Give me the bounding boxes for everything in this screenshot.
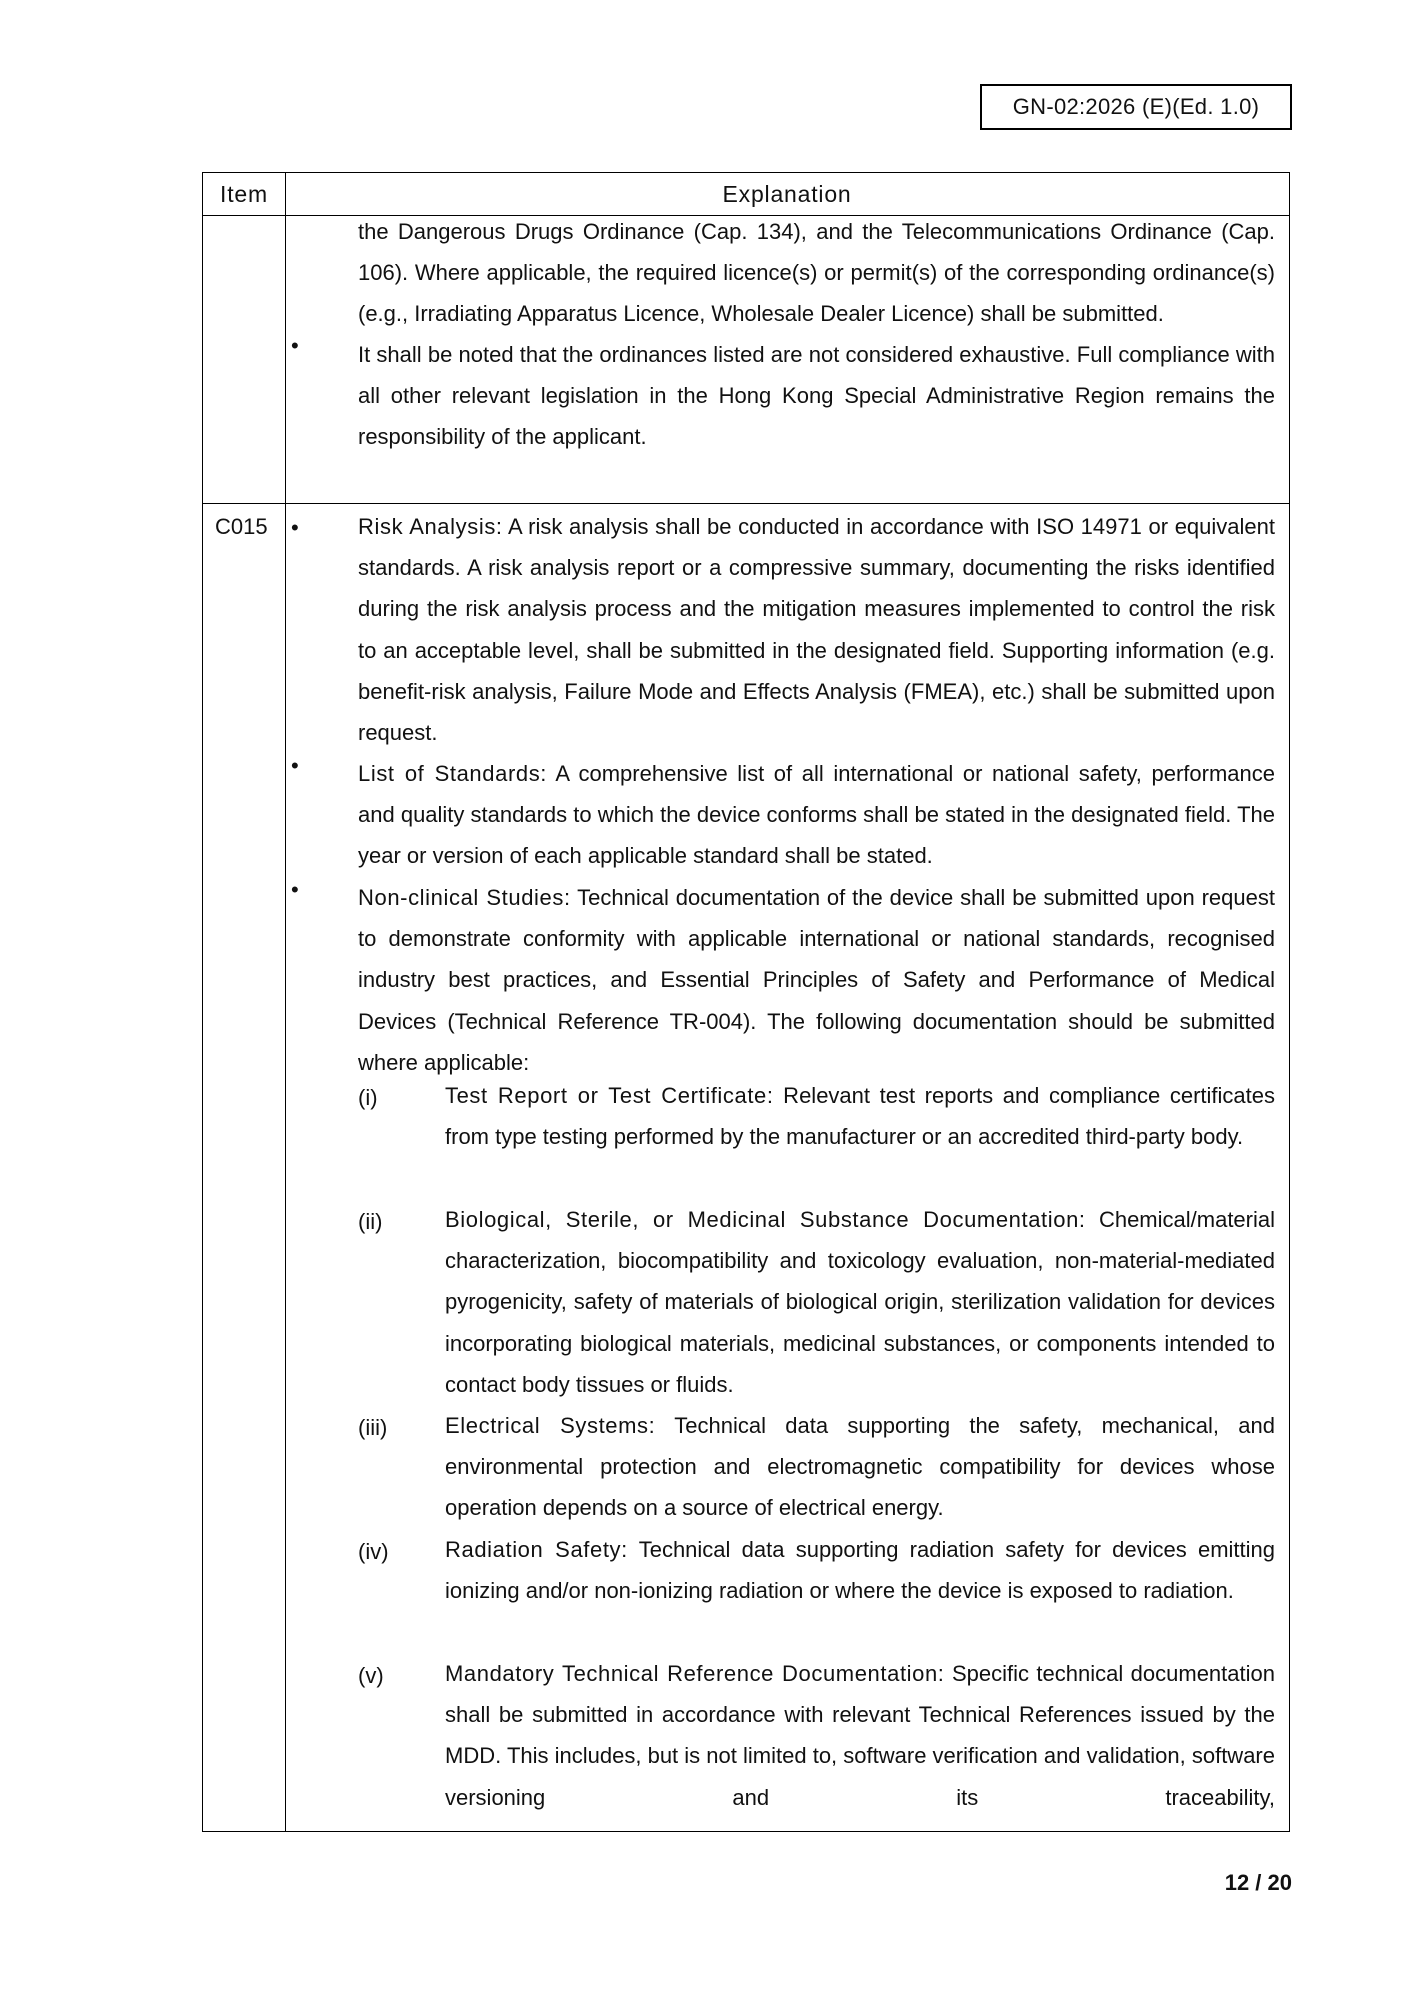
sub-item-number: (iii): [358, 1415, 388, 1440]
document-reference: GN-02:2026 (E)(Ed. 1.0): [980, 84, 1292, 130]
column-divider: [285, 173, 286, 1831]
sub-item-text: Chemical/material characterization, biocompatibility and toxicology evaluation, non-material-mediated pyrogenicity, safety of materials of biological origin, sterilization validation for devices incorporating biological materials, medicinal substances, or components intended to contact body tissues or fluids.: [445, 1207, 1276, 1397]
sub-item-number: (ii): [358, 1209, 383, 1234]
note-paragraph: It shall be noted that the ordinances listed are not considered exhaustive. Full compliance with all other relevant legislation in the Hong Kong Special Administrative Region remains the responsibility of the applicant.: [358, 342, 1275, 450]
bullet-marker: •: [291, 753, 299, 778]
risk-analysis-text: A risk analysis shall be conducted in accordance with ISO 14971 or equivalent standards. A risk analysis report or a compressive summary, documenting the risks identified during the risk analysis process and the mitigation measures implemented to control the risk to an acceptable level, shall be submitted in the designated field. Supporting information (e.g. benefit-risk analysis, Failure Mode and Effects Analysis (FMEA), etc.) shall be submitted upon request.: [358, 514, 1275, 746]
page-number: 12 / 20: [1224, 1870, 1292, 1895]
non-clinical-studies-text: Technical documentation of the device shall be submitted upon request to demonstrate conformity with applicable international or national standards, recognised industry best practices, and Essential Principles of Safety and Performance of Medical Devices (Technical Reference TR-004). The following documentation should be submitted where applicable:: [358, 885, 1275, 1075]
sub-item-number: (v): [358, 1663, 384, 1688]
sub-item-heading: Mandatory Technical Reference Documentation:: [445, 1661, 945, 1686]
list-of-standards-heading: List of Standards:: [358, 761, 548, 786]
risk-analysis-heading: Risk Analysis:: [358, 514, 503, 539]
sub-item-text: Technical data supporting radiation safety for devices emitting ionizing and/or non-ionizing radiation or where the device is exposed to radiation.: [445, 1537, 1275, 1604]
item-code: C015: [215, 514, 268, 539]
sub-item-heading: Electrical Systems:: [445, 1413, 656, 1438]
sub-item-heading: Biological, Sterile, or Medicinal Substance Documentation:: [445, 1207, 1086, 1232]
list-of-standards-text: A comprehensive list of all international or national safety, performance and quality standards to which the device conforms shall be stated in the designated field. The year or version of each applicable standard shall be stated.: [358, 761, 1275, 869]
sub-item-technical-reference: [445, 1653, 1275, 1818]
sub-item-number: (i): [358, 1085, 378, 1110]
sub-item-text: Specific technical documentation shall be submitted in accordance with relevant Technical References issued by the MDD. This includes, but is not limited to, software verification and validation, software versioning and its traceability,: [445, 1661, 1275, 1810]
row-divider: [203, 503, 1289, 504]
sub-item-heading: Radiation Safety:: [445, 1537, 628, 1562]
sub-item-number: (iv): [358, 1539, 389, 1564]
sub-item-text: Technical data supporting the safety, mechanical, and environmental protection and electromagnetic compatibility for devices whose operation depends on a source of electrical energy.: [445, 1413, 1275, 1521]
sub-item-heading: Test Report or Test Certificate:: [445, 1083, 774, 1108]
bullet-marker: •: [291, 515, 299, 540]
continued-paragraph: the Dangerous Drugs Ordinance (Cap. 134), and the Telecommunications Ordinance (Cap. 106). Where applicable, the required licence(s) or permit(s) of the corresponding ordinance(s) (e.g., Irradiating Apparatus Licence, Wholesale Dealer Licence) shall be submitted.: [358, 219, 1275, 327]
non-clinical-studies-paragraph: [358, 877, 1275, 1083]
column-header-explanation: Explanation: [722, 180, 852, 207]
sub-item-electrical: [445, 1405, 1275, 1529]
bullet-marker: •: [291, 333, 299, 358]
risk-analysis-paragraph: [358, 506, 1275, 753]
explanation-table: [202, 172, 1290, 1832]
sub-item-biological: [445, 1199, 1275, 1405]
bullet-marker: •: [291, 877, 299, 902]
list-of-standards-paragraph: [358, 753, 1275, 877]
sub-item-test-report: [445, 1075, 1275, 1157]
column-header-item: Item: [220, 180, 268, 207]
non-clinical-studies-heading: Non-clinical Studies:: [358, 885, 571, 910]
sub-item-text: Relevant test reports and compliance certificates from type testing performed by the manufacturer or an accredited third-party body.: [445, 1083, 1276, 1150]
sub-item-radiation: [445, 1529, 1275, 1611]
